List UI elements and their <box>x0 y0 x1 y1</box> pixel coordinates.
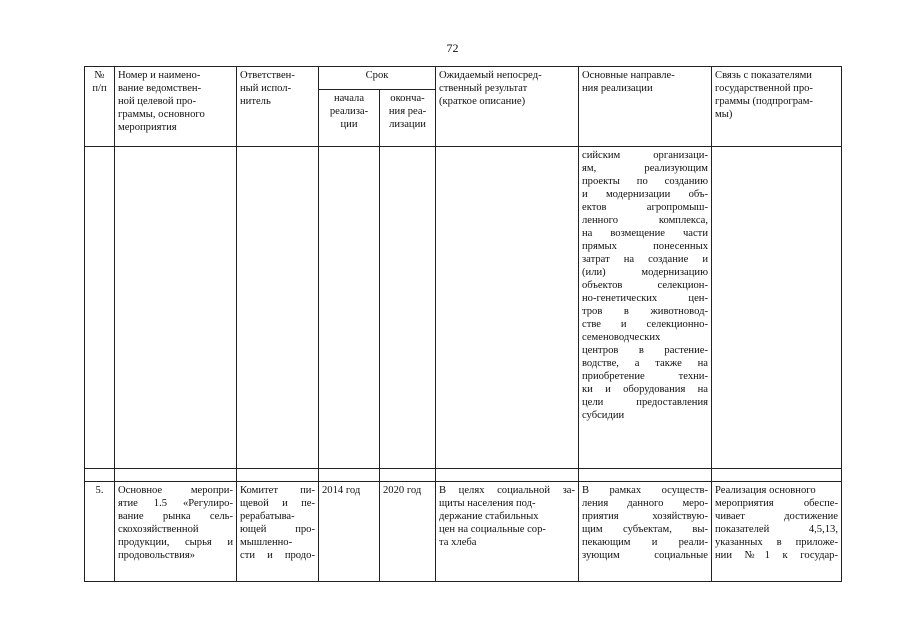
cell-num: 5. <box>85 482 115 582</box>
header-name: Номер и наимено- вание ведомствен- ной целевой про- граммы, основного мероприятия <box>115 67 237 147</box>
cell-responsible <box>237 147 319 469</box>
header-term: Срок <box>319 67 436 90</box>
header-end: оконча- ния реа- лизации <box>380 90 436 147</box>
table-row-5 <box>85 482 842 582</box>
cell-name <box>115 147 237 469</box>
cell-start <box>319 147 380 469</box>
cell-result: В целях социальной за- щиты населения под- держание стабильных цен на социальные сор- та хлеба <box>436 482 579 582</box>
page-number: 72 <box>446 41 459 55</box>
spacer-row <box>85 469 842 482</box>
header-start: начала реализа- ции <box>319 90 380 147</box>
header-num: № п/п <box>85 67 115 147</box>
header-directions: Основные направле- ния реализации <box>579 67 712 147</box>
header-row-1 <box>85 67 842 90</box>
cell-name: Основное меропри- ятие 1.5 «Регулиро- вание рынка сель- скохозяйственной продукции, сырья и продовольствия» <box>115 482 237 582</box>
cell-num <box>85 147 115 469</box>
cell-link <box>712 147 842 469</box>
header-responsible: Ответствен- ный испол- нитель <box>237 67 319 147</box>
cell-directions: В рамках осуществ- ления данного меро- приятия хозяйствую- щим субъектам, вы- пекающим и реали- зующим социальные <box>579 482 712 582</box>
cell-end <box>380 147 436 469</box>
cell-link: Реализация основного мероприятия обеспе- чивает достижение показателей 4,5,13, указанных в приложе- нии №1 к государ- <box>712 482 842 582</box>
measures-table <box>84 66 842 582</box>
cell-result <box>436 147 579 469</box>
cell-end: 2020 год <box>380 482 436 582</box>
header-result: Ожидаемый непосред- ственный результат (краткое описание) <box>436 67 579 147</box>
cell-directions: сийским организаци- ям, реализующим проекты по созданию и модернизации объ- ектов агропромыш- ленного комплекса, на возмещение части прямых понесенных затрат на создание и (или) модернизацию объектов селекцион- но-генетических цен- тров в животновод- стве и селекционно- семеноводческих центров в растение- водстве, а также на приобретение техни- ки и оборудования на цели предоставления субсидии <box>579 147 712 469</box>
cell-responsible: Комитет пи- щевой и пе- рерабатыва- ющей про- мышленно- сти и продо- <box>237 482 319 582</box>
cell-start: 2014 год <box>319 482 380 582</box>
table-row-continuation <box>85 147 842 469</box>
header-link: Связь с показателями государственной про- граммы (подпрограм- мы) <box>712 67 842 147</box>
